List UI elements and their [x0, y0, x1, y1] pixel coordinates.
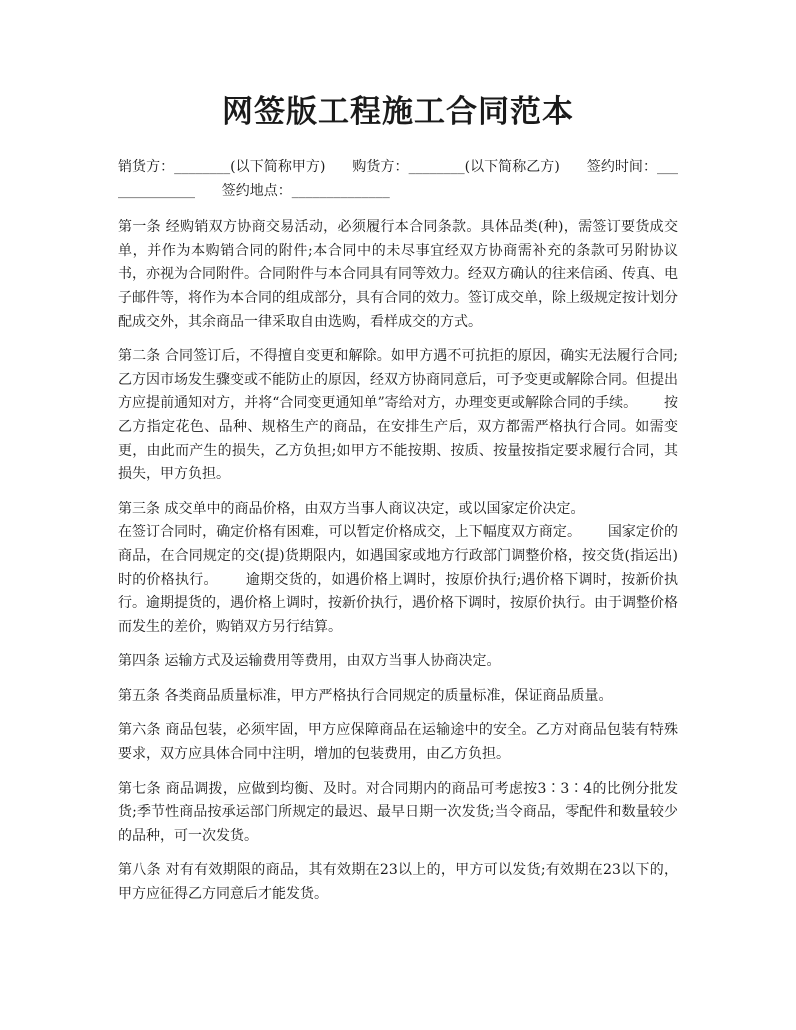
article-4: 第四条 运输方式及运输费用等费用，由双方当事人协商决定。 — [118, 653, 501, 670]
article-2: 第二条 合同签订后，不得擅自变更和解除。如甲方遇不可抗拒的原因，确实无法履行合同;乙方因市场发生骤变或不能防止的原因，经双方协商同意后，可予变更或解除合同。但提出方应提前通知对方，并将“合同变更通知单”寄给对方，办理变更或解除合同的手续。 按乙方指定花色、品种、规格生产的商品，在安排生产后，双方都需严格执行合同。如需变更，由此而产生的损失，乙方负担;如甲方不能按期、按质、按量按指定要求履行合同，其损失，甲方负担。 — [118, 348, 678, 483]
article-7: 第七条 商品调拨，应做到均衡、及时。对合同期内的商品可考虑按3∶3∶4的比例分批发货;季节性商品按承运部门所规定的最迟、最早日期一次发货;当令商品，零配件和数量较少的品种，可一次发货。 — [118, 780, 678, 844]
article-3: 第三条 成交单中的商品价格，由双方当事人商议决定，或以国家定价决定。 在签订合同时，确定价格有困难，可以暂定价格成交，上下幅度双方商定。 国家定价的商品，在合同规定的交(提)货期限内，如遇国家或地方行政部门调整价格，按交货(指运出)时的价格执行。 逾期交货的，如遇价格上调时，按原价执行;遇价格下调时，按新价执行。逾期提货的，遇价格上调时，按新价执行，遇价格下调时，按原价执行。由于调整价格而发生的差价，购销双方另行结算。 — [118, 500, 678, 635]
article-1: 第一条 经购销双方协商交易活动，必须履行本合同条款。具体品类(种)，需签订要货成交单，并作为本购销合同的附件;本合同中的未尽事宜经双方协商需补充的条款可另附协议书，亦视为合同附件。合同附件与本合同具有同等效力。经双方确认的往来信函、传真、电子邮件等，将作为本合同的组成部分，具有合同的效力。签订成交单，除上级规定按计划分配成交外，其余商品一律采取自由选购，看样成交的方式。 — [118, 219, 678, 330]
article-5: 第五条 各类商品质量标准，甲方严格执行合同规定的质量标准，保证商品质量。 — [118, 687, 613, 704]
article-6: 第六条 商品包装，必须牢固，甲方应保障商品在运输途中的安全。乙方对商品包装有特殊要求，双方应具体合同中注明，增加的包装费用，由乙方负担。 — [118, 722, 678, 763]
document-title: 网签版工程施工合同范本 — [222, 94, 574, 130]
contract-parties-header: 销货方：________(以下简称甲方) 购货方：________(以下简称乙方) 签约时间：______________ 签约地点：______________ — [118, 159, 678, 199]
article-8: 第八条 对有有效期限的商品，其有效期在23以上的，甲方可以发货;有效期在23以下的，甲方应征得乙方同意后才能发货。 — [118, 862, 678, 903]
